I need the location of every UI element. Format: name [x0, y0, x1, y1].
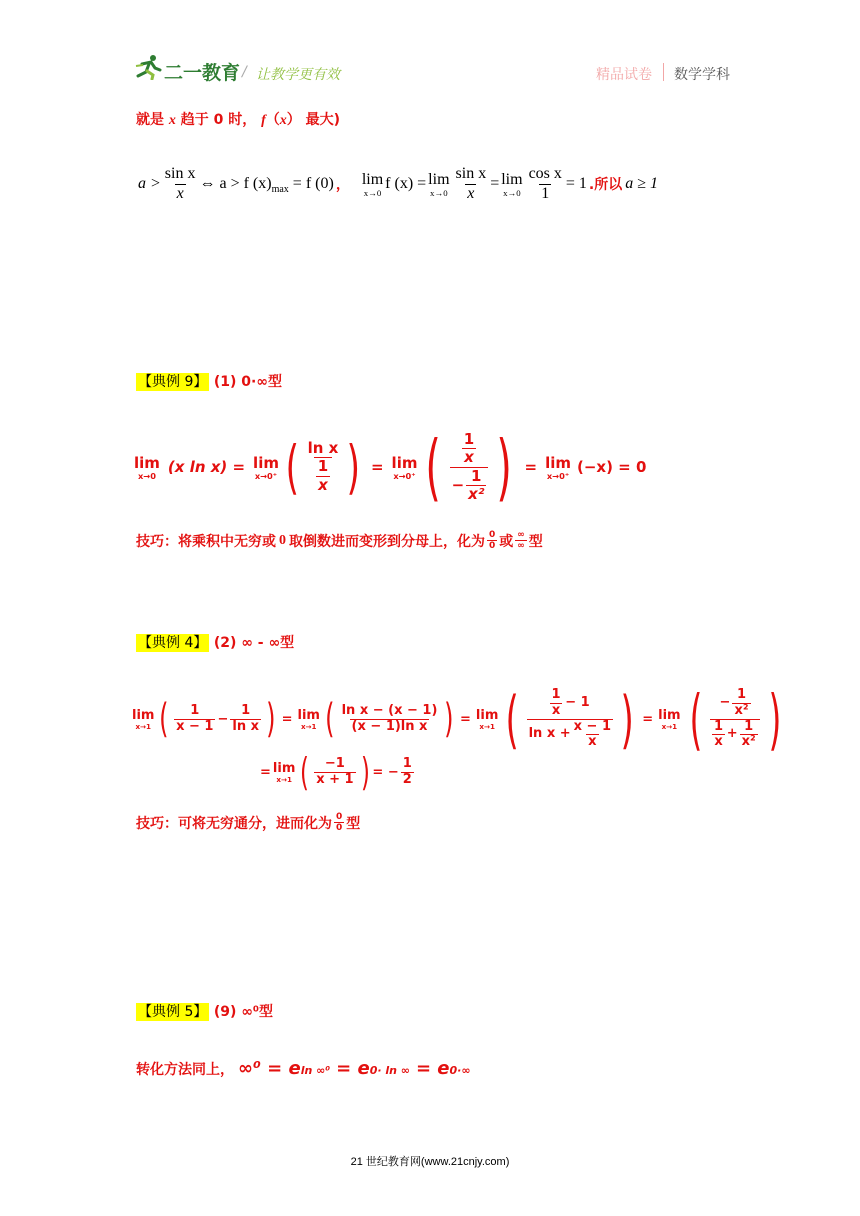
intro-equation: a > $\frac{\text{sin x}}{x}$ ⇔ a > f (x) max = f (0) ， lim x→0 f (x) = lim x→0 $\frac{\text{sin x}}{x}$ = lim x→0 $\frac{\text{cos x}}{1}$ = 1 .所以 a ≥ 1 [138, 165, 659, 202]
example4-tip: 技巧：可将无穷通分，进而化为 $\frac{0}{0}$ 型 [136, 812, 361, 834]
example-title: (9) ∞⁰型 [213, 1004, 274, 1020]
example9-equation: lim x→0 (x ln x) = lim x→0⁺ ( ln x 1 x ) = lim x→0⁺ ( 1 x − $\frac{1}{\text{x²}}$ ) = lim x→0⁺ (−x) = 0 [134, 425, 647, 509]
header-separator: / [242, 64, 247, 80]
header-divider [663, 63, 664, 81]
intro-var-x: x [168, 113, 176, 128]
example4-heading [136, 632, 294, 652]
example5-line: 转化方法同上， ∞⁰ = e ln ∞⁰ = e 0· ln ∞ = e 0·∞ [136, 1058, 471, 1079]
example4-equation-line1: lim x→1 ( $\frac{1}{x - 1}$ − $\frac{1}{\text{ln x}}$ ) = lim x→1 ( $\frac{\text{ln x − (x − 1)}}{\text{(x − 1)ln x}}$ ) = lim x→1 ( 1 x − 1 ln x + $\frac{x - 1}{x}$ ) = lim x→1 ( − $\frac{1}{\text{x²}}$ 1 x + $\frac{1}{\text{x²}}$ ) [132, 680, 782, 758]
intro-line: 就是 x 趋于 0 时， f（x） 最大) [136, 112, 341, 128]
runner-logo-icon [134, 54, 162, 80]
example-tag: 【典例 5】 [138, 1004, 208, 1020]
example-tag: 【典例 4】 [138, 635, 208, 651]
example4-equation-line2: = lim x→1 ( $\frac{-1}{x + 1}$ ) = − $\frac{1}{2}$ [260, 750, 412, 794]
header [130, 52, 730, 92]
footer-text: 21 世纪教育网(www.21cnjy.com) [350, 1156, 510, 1168]
example-tag: 【典例 9】 [138, 374, 208, 390]
header-right-left: 精品试卷 [596, 67, 652, 83]
intro-text: 就是 [136, 112, 164, 128]
example9-heading [136, 371, 282, 391]
limit-op: lim x→0 [361, 170, 384, 198]
sinx-over-x: $\frac{\text{sin x}}{x}$ [164, 165, 196, 202]
example-title: (2) ∞ - ∞型 [213, 635, 295, 651]
example-title: (1) 0·∞型 [213, 374, 282, 390]
header-right-right: 数学学科 [674, 67, 730, 83]
example5-heading [136, 1001, 273, 1021]
example9-tip: 技巧：将乘积中无穷或 0 取倒数进而变形到分母上，化为 $\frac{0}{0}$ 或 $\frac{\infty}{\infty}$ 型 [136, 530, 543, 552]
slogan: 让教学更有效 [256, 67, 340, 83]
logo-text: 二一教育 [164, 62, 241, 84]
